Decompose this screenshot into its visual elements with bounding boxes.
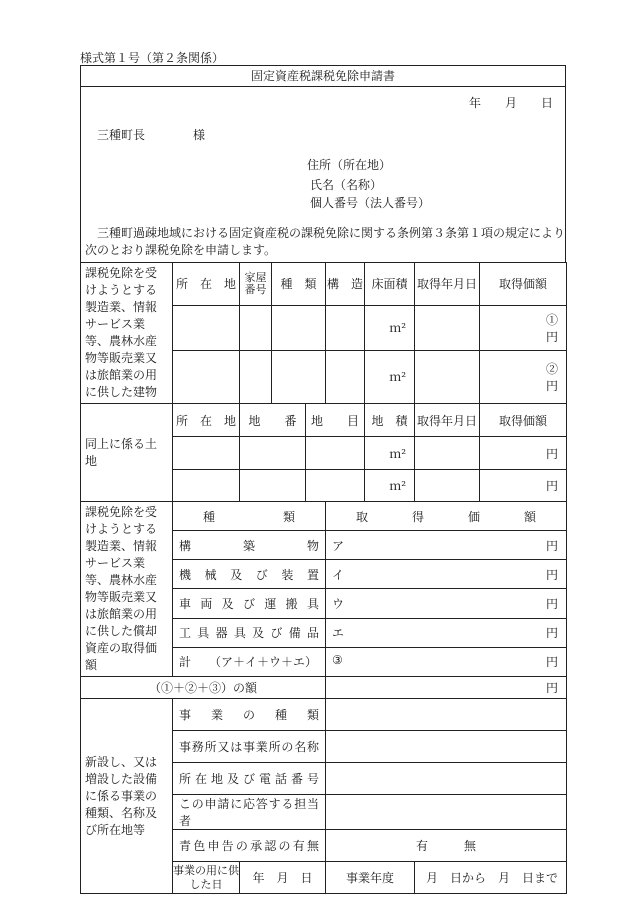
building-1-floor-area[interactable]: ｍ²	[365, 305, 415, 350]
building-2-structure[interactable]	[326, 350, 365, 403]
land-1-acquired-date[interactable]	[415, 437, 480, 470]
grand-total-label: （①＋②＋③）の額	[81, 677, 326, 699]
building-1-type[interactable]	[272, 305, 326, 350]
intro-line-1: 三種町過疎地域における固定資産税の課税免除に関する条例第３条第１項の規定により	[97, 226, 566, 240]
applicant-number-label: 個人番号（法人番号）	[310, 196, 431, 210]
date-field[interactable]: 年 月 日	[469, 96, 554, 110]
business-type-label: 事業の種類	[173, 699, 326, 731]
yen-unit: 円	[546, 655, 559, 670]
yen-unit: 円	[546, 567, 559, 582]
start-date-label: 事業の用に供した日	[173, 862, 240, 894]
land-header-area: 地 積	[365, 404, 415, 437]
blue-return-value[interactable]: 有 無	[326, 830, 567, 862]
depreciable-price-vehicles[interactable]	[326, 589, 567, 618]
building-header-acquired-price: 取得価額	[480, 263, 567, 306]
land-1-category[interactable]	[306, 437, 365, 470]
depreciable-type-vehicles: 車両及び運搬具	[173, 589, 326, 618]
grand-total-value[interactable]: 円	[326, 677, 567, 699]
fiscal-year-value[interactable]: 月 日から 月 日まで	[415, 862, 567, 894]
address-phone-label: 所在地及び電話番号	[173, 763, 326, 795]
land-header-acquired-price: 取得価額	[480, 404, 567, 437]
building-2-acquired-date[interactable]	[415, 350, 480, 403]
business-type-value[interactable]	[326, 699, 567, 731]
mark-a: ア	[332, 538, 345, 553]
land-section-label: 同上に係る土地	[81, 404, 173, 502]
depreciable-total-label: 計 （ア＋イ＋ウ＋エ）	[173, 647, 326, 676]
land-2-acquired-date[interactable]	[415, 470, 480, 502]
land-header-acquired-date: 取得年月日	[415, 404, 480, 437]
land-1-lot-number[interactable]	[240, 437, 306, 470]
depreciable-header-type: 種類	[173, 502, 326, 531]
mark-i: イ	[332, 567, 345, 582]
building-1-structure[interactable]	[326, 305, 365, 350]
depreciable-header-price: 取得価額	[326, 502, 567, 531]
land-header-location: 所 在 地	[173, 404, 240, 437]
fiscal-year-label: 事業年度	[326, 862, 415, 894]
building-2-house-number[interactable]	[240, 350, 272, 403]
form-header-block	[80, 65, 566, 263]
land-2-acquired-price[interactable]: 円	[480, 470, 567, 502]
land-2-lot-number[interactable]	[240, 470, 306, 502]
form-grid	[80, 262, 619, 894]
land-2-category[interactable]	[306, 470, 365, 502]
depreciable-total-price[interactable]	[326, 647, 567, 676]
land-header-lot-number: 地 番	[240, 404, 306, 437]
start-date-value[interactable]: 年 月 日	[240, 862, 326, 894]
land-2-area[interactable]: ｍ²	[365, 470, 415, 502]
land-2-location[interactable]	[173, 470, 240, 502]
application-form	[80, 65, 619, 891]
building-header-type: 種 類	[272, 263, 326, 306]
depreciable-price-machinery[interactable]	[326, 560, 567, 589]
building-2-type[interactable]	[272, 350, 326, 403]
contact-person-label: この申請に応答する担当者	[173, 795, 326, 830]
depreciable-type-tools: 工具器具及び備品	[173, 618, 326, 647]
intro-line-2: 次のとおり課税免除を申請します。	[85, 243, 277, 257]
building-header-house-number: 家屋番号	[240, 263, 272, 306]
yen-unit: 円	[546, 626, 559, 641]
mark-3: ③	[332, 653, 343, 668]
land-1-acquired-price[interactable]: 円	[480, 437, 567, 470]
land-1-location[interactable]	[173, 437, 240, 470]
form-number: 様式第１号（第２条関係）	[80, 51, 225, 65]
building-header-location: 所 在 地	[173, 263, 240, 306]
applicant-address-label: 住所（所在地）	[307, 158, 392, 172]
building-1-house-number[interactable]	[240, 305, 272, 350]
building-1-acquired-date[interactable]	[415, 305, 480, 350]
address-phone-value[interactable]	[326, 763, 567, 795]
building-2-floor-area[interactable]: ｍ²	[365, 350, 415, 403]
depreciable-type-structures: 構築物	[173, 531, 326, 560]
building-1-acquired-price[interactable]: ① 円	[480, 305, 567, 350]
contact-person-value[interactable]	[326, 795, 567, 830]
building-1-location[interactable]	[173, 305, 240, 350]
office-name-value[interactable]	[326, 731, 567, 763]
depreciable-price-structures[interactable]	[326, 531, 567, 560]
yen-unit: 円	[546, 597, 559, 612]
land-1-area[interactable]: ｍ²	[365, 437, 415, 470]
office-name-label: 事務所又は事業所の名称	[173, 731, 326, 763]
mark-u: ウ	[332, 597, 345, 612]
business-section-label: 新設し、又は増設した設備に係る事業の種類、名称及び所在地等	[81, 699, 173, 894]
building-2-acquired-price[interactable]: ② 円	[480, 350, 567, 403]
form-title: 固定資産税課税免除申請書	[81, 66, 565, 87]
mark-e: エ	[332, 626, 345, 641]
depreciable-section-label: 課税免除を受けようとする製造業、情報サービス業等、農林水産物等販売業又は旅館業の用に供した償却資産の取得価額	[81, 502, 173, 677]
building-header-floor-area: 床面積	[365, 263, 415, 306]
addressee: 三種町長 様	[97, 128, 206, 142]
building-2-location[interactable]	[173, 350, 240, 403]
land-header-land-category: 地 目	[306, 404, 365, 437]
building-header-acquired-date: 取得年月日	[415, 263, 480, 306]
blue-return-label: 青色申告の承認の有無	[173, 830, 326, 862]
building-header-structure: 構 造	[326, 263, 365, 306]
applicant-name-label: 氏名（名称）	[310, 178, 383, 192]
yen-unit: 円	[546, 538, 559, 553]
building-section-label: 課税免除を受けようとする製造業、情報サービス業等、農林水産物等販売業又は旅館業の用に供した建物	[81, 263, 173, 404]
depreciable-price-tools[interactable]	[326, 618, 567, 647]
depreciable-type-machinery: 機械及び装置	[173, 560, 326, 589]
